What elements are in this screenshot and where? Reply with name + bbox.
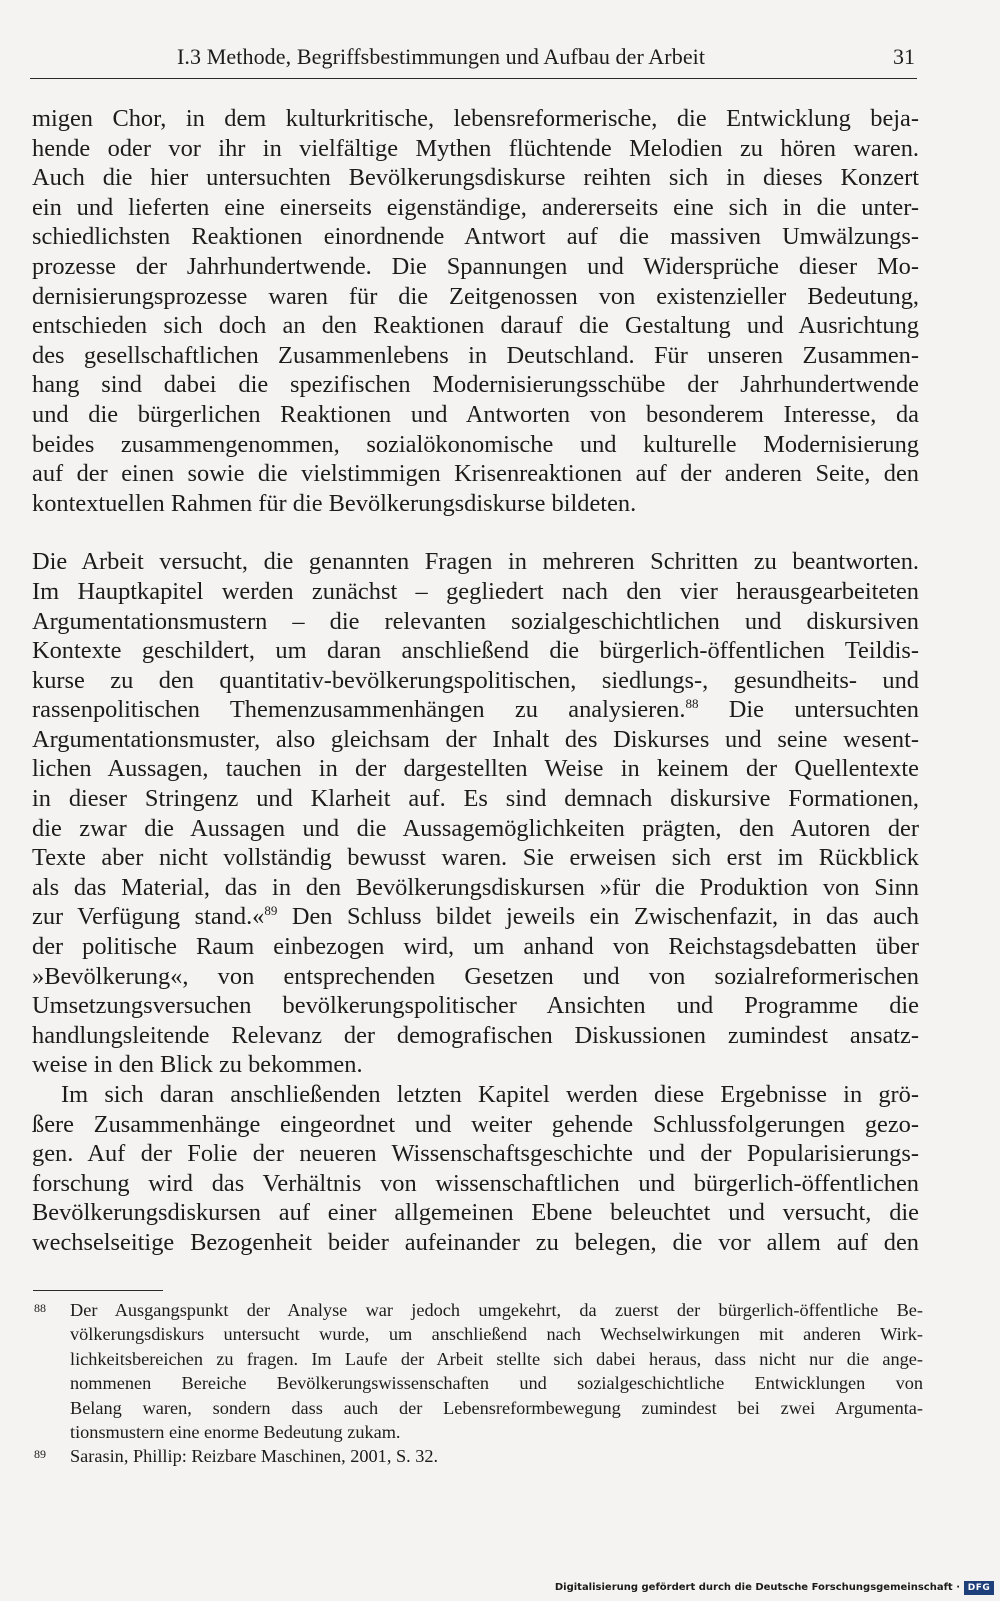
text-line: und die bürgerlichen Reaktionen und Antworten von besonderem Interesse, da [32, 400, 919, 428]
text-line: als das Material, das in den Bevölkerungsdiskursen »für die Produktion von Sinn [32, 873, 919, 901]
footnote-number: 89 [34, 1447, 46, 1462]
text-line: gen. Auf der Folie der neueren Wissenschaftsgeschichte und der Popularisierungs- [32, 1140, 919, 1168]
text-line: Kontexte geschildert, um daran anschließend die bürgerlich-öffentlichen Teildis- [32, 637, 919, 665]
text-line: ein und lieferten eine einerseits eigenständige, andererseits eine sich in die unter- [32, 193, 919, 221]
text-line: Texte aber nicht vollständig bewusst waren. Sie erweisen sich erst im Rückblick [32, 844, 919, 872]
text-line: kurse zu den quantitativ-bevölkerungspolitischen, siedlungs-, gesundheits- und [32, 666, 919, 694]
text-line: weise in den Blick zu bekommen. [32, 1051, 363, 1079]
text-line: Bevölkerungsdiskursen auf einer allgemeinen Ebene beleuchtet und versucht, die [32, 1199, 919, 1227]
text-segment: zur Verfügung stand.« [32, 903, 265, 931]
text-line: dernisierungsprozesse waren für die Zeitgenossen von existenzieller Bedeutung, [32, 282, 919, 310]
paragraph [32, 104, 919, 518]
text-line [32, 902, 919, 932]
paragraph [32, 1080, 919, 1258]
footnote-line: völkerungsdiskurs untersucht wurde, um anschließend nach Wechselwirkungen mit anderen Wirk- [70, 1324, 923, 1345]
body-text [32, 104, 919, 1258]
page-number: 31 [893, 44, 915, 69]
text-line: Auch die hier untersuchten Bevölkerungsdiskurse reihten sich in dieses Konzert [32, 164, 919, 192]
footnote-number: 88 [34, 1301, 46, 1315]
text-line: Im sich daran anschließenden letzten Kapitel werden diese Ergebnisse in grö- [61, 1081, 919, 1108]
footnote-line: tionsmustern eine enorme Bedeutung zukam. [70, 1421, 401, 1442]
footnote-line: Sarasin, Phillip: Reizbare Maschinen, 2001, S. 32. [70, 1446, 439, 1467]
paragraph [32, 547, 919, 1080]
footnotes [34, 1298, 923, 1469]
footnote-line: Belang waren, sondern dass auch der Lebensreformbewegung zumindest bei zwei Argumenta- [70, 1397, 923, 1418]
text-line: entschieden sich doch an den Reaktionen darauf die Gestaltung und Ausrichtung [32, 312, 919, 340]
text-line: Umsetzungsversuchen bevölkerungspolitischer Ansichten und Programme die [32, 992, 919, 1020]
paragraph-gap [32, 518, 919, 547]
text-line: schiedlichsten Reaktionen einordnende Antwort auf die massiven Umwälzungs- [32, 223, 919, 251]
running-header-title: I.3 Methode, Begriffsbestimmungen und Aufbau der Arbeit [177, 44, 706, 69]
text-line: Argumentationsmuster, also gleichsam der Inhalt des Diskurses und seine wesent- [32, 725, 919, 753]
text-line: forschung wird das Verhältnis von wissenschaftlichen und bürgerlich-öffentlichen [32, 1169, 919, 1197]
footnote-89 [34, 1444, 923, 1468]
text-line: in dieser Stringenz und Klarheit auf. Es sind demnach diskursive Formationen, [32, 785, 919, 813]
footnote-line: nommenen Bereiche Bevölkerungswissenschaften und sozialgeschichtliche Entwicklungen von [70, 1373, 923, 1394]
text-line: ßere Zusammenhänge eingeordnet und weiter gehende Schlussfolgerungen gezo- [32, 1110, 919, 1138]
text-line: »Bevölkerung«, von entsprechenden Gesetzen und von sozialreformerischen [32, 962, 919, 990]
footnote-line: lichkeitsbereichen zu fragen. Im Laufe der Arbeit stellte sich dabei heraus, dass nicht nur die ange- [70, 1348, 923, 1369]
footnote-reference[interactable]: 89 [264, 903, 278, 919]
text-line: hang sind dabei die spezifischen Modernisierungsschübe der Jahrhundertwende [32, 371, 919, 399]
text-line: wechselseitige Bezogenheit beider aufeinander zu belegen, die vor allem auf den [32, 1228, 919, 1256]
text-line: auf der einen sowie die vielstimmigen Krisenreaktionen auf der anderen Seite, den [32, 460, 919, 488]
footnote-reference[interactable]: 88 [685, 696, 699, 712]
footnote-separator [33, 1290, 163, 1291]
text-line: handlungsleitende Relevanz der demografischen Diskussionen zumindest ansatz- [32, 1021, 919, 1049]
dfg-logo: DFG [964, 1581, 994, 1595]
text-line: beides zusammengenommen, sozialökonomische und kulturelle Modernisierung [32, 430, 919, 458]
text-line: Im Hauptkapitel werden zunächst – gegliedert nach den vier herausgearbeiteten [32, 577, 919, 605]
footnote-88 [34, 1298, 923, 1444]
text-line: der politische Raum einbezogen wird, um anhand von Reichstagsdebatten über [32, 933, 919, 961]
text-line: kontextuellen Rahmen für die Bevölkerungsdiskurse bildeten. [32, 489, 637, 517]
text-line [32, 695, 919, 725]
running-header [30, 42, 917, 79]
text-line: Die Arbeit versucht, die genannten Fragen in mehreren Schritten zu beantworten. [32, 548, 919, 576]
text-line: die zwar die Aussagen und die Aussagemöglichkeiten prägten, den Autoren der [32, 814, 919, 842]
text-line: hende oder vor ihr in vielfältige Mythen flüchtende Melodien zu hören waren. [32, 134, 919, 162]
text-line: migen Chor, in dem kulturkritische, lebensreformerische, die Entwicklung beja- [32, 105, 919, 132]
text-segment: Die untersuchten [698, 696, 919, 724]
text-line: lichen Aussagen, tauchen in der dargestellten Weise in keinem der Quellentexte [32, 755, 919, 783]
footnote-line: Der Ausgangspunkt der Analyse war jedoch umgekehrt, da zuerst der bürgerlich-öffentliche Be- [70, 1300, 923, 1320]
text-line: Argumentationsmustern – die relevanten sozialgeschichtlichen und diskursiven [32, 607, 919, 635]
text-segment: Den Schluss bildet jeweils ein Zwischenfazit, in das auch [277, 903, 920, 931]
text-segment: rassenpolitischen Themenzusammenhängen zu analysieren. [32, 696, 686, 724]
text-line: prozesse der Jahrhundertwende. Die Spannungen und Widersprüche dieser Mo- [32, 252, 919, 280]
text-line: des gesellschaftlichen Zusammenlebens in Deutschland. Für unseren Zusammen- [32, 341, 919, 369]
digitization-credit: Digitalisierung gefördert durch die Deutsche Forschungsgemeinschaft · [554, 1582, 960, 1593]
